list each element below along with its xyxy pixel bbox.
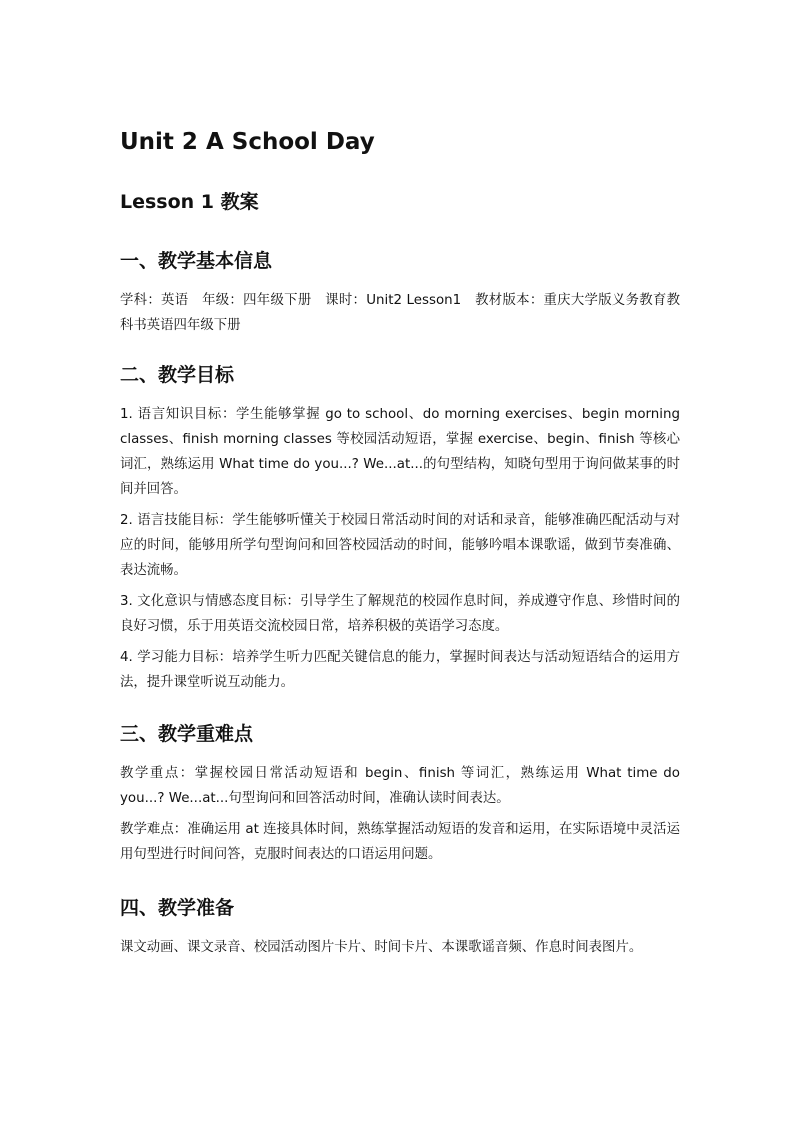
section-teaching-goals: [120, 360, 680, 695]
paragraph: 学科：英语 年级：四年级下册 课时：Unit2 Lesson1 教材版本：重庆大学版义务教育教科书英语四年级下册: [120, 293, 680, 333]
paragraph: 2. 语言技能目标：学生能够听懂关于校园日常活动时间的对话和录音，能够准确匹配活动与对应的时间，能够用所学句型询问和回答校园活动的时间，能够吟唱本课歌谣，做到节奏准确、表达流畅。: [120, 513, 680, 578]
paragraph: 教学难点：准确运用 at 连接具体时间，熟练掌握活动短语的发音和运用，在实际语境中灵活运用句型进行时间问答，克服时间表达的口语运用问题。: [120, 822, 680, 862]
section-basic-info: [120, 246, 680, 338]
paragraph: 课文动画、课文录音、校园活动图片卡片、时间卡片、本课歌谣音频、作息时间表图片。: [120, 940, 643, 955]
section-heading: 二、教学目标: [120, 364, 235, 386]
section-preparation: [120, 893, 680, 960]
paragraph: 教学重点：掌握校园日常活动短语和 begin、finish 等词汇，熟练运用 What time do you...? We...at...句型询问和回答活动时间，准确认读时间表达。: [120, 766, 680, 806]
paragraph: 1. 语言知识目标：学生能够掌握 go to school、do morning exercises、begin morning classes、finish morning classes 等校园活动短语，掌握 exercise、begin、finish 等核心词汇，熟练运用 What time do you...? We...at...的句型结构，知晓句型用于询问做某事的时间并回答。: [120, 407, 680, 497]
section-heading: 三、教学重难点: [120, 723, 254, 745]
section-heading: 一、教学基本信息: [120, 250, 273, 272]
section-heading: 四、教学准备: [120, 897, 235, 919]
paragraph: 3. 文化意识与情感态度目标：引导学生了解规范的校园作息时间，养成遵守作息、珍惜时间的良好习惯，乐于用英语交流校园日常，培养积极的英语学习态度。: [120, 594, 680, 634]
paragraph: 4. 学习能力目标：培养学生听力匹配关键信息的能力，掌握时间表达与活动短语结合的运用方法，提升课堂听说互动能力。: [120, 650, 680, 690]
lesson-subtitle: Lesson 1 教案: [120, 191, 259, 213]
document-title: Unit 2 A School Day: [120, 129, 375, 155]
document-page: [120, 126, 680, 980]
section-key-points: [120, 719, 680, 867]
